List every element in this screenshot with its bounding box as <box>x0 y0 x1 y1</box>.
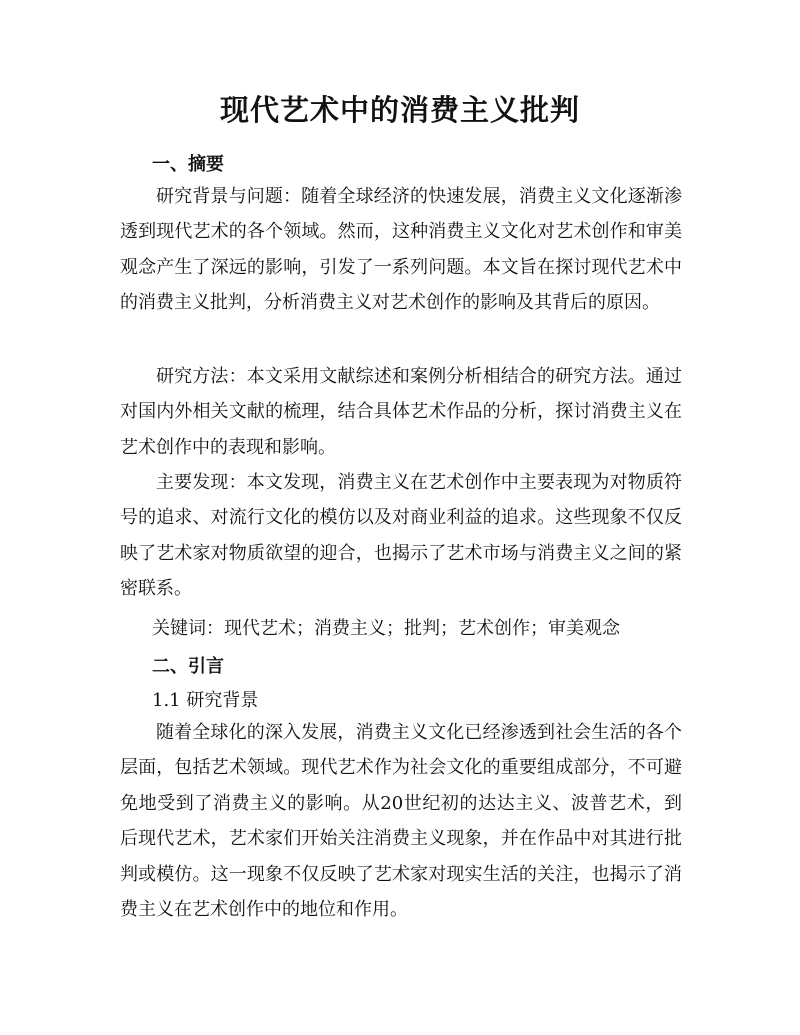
document-title: 现代艺术中的消费主义批判 <box>219 93 580 127</box>
subsection-heading-background: 1.1 研究背景 <box>152 690 259 711</box>
section-heading-introduction: 二、引言 <box>152 656 224 677</box>
paragraph-main-findings: 主要发现：本文发现，消费主义在艺术创作中主要表现为对物质符号的追求、对流行文化的模仿以及对商业利益的追求。这些现象不仅反映了艺术家对物质欲望的迎合，也揭示了艺术市场与消费主义之间的紧密联系。 <box>120 472 682 600</box>
paragraph-introduction: 随着全球化的深入发展，消费主义文化已经渗透到社会生活的各个层面，包括艺术领域。现代艺术作为社会文化的重要组成部分，不可避免地受到了消费主义的影响。从20世纪初的达达主义、波普艺术，到后现代艺术，艺术家们开始关注消费主义现象，并在作品中对其进行批判或模仿。这一现象不仅反映了艺术家对现实生活的关注，也揭示了消费主义在艺术创作中的地位和作用。 <box>120 722 682 921</box>
paragraph-research-method: 研究方法：本文采用文献综述和案例分析相结合的研究方法。通过对国内外相关文献的梳理，结合具体艺术作品的分析，探讨消费主义在艺术创作中的表现和影响。 <box>120 366 682 458</box>
keywords-line: 关键词：现代艺术；消费主义；批判；艺术创作；审美观念 <box>152 618 620 639</box>
paragraph-research-background: 研究背景与问题：随着全球经济的快速发展，消费主义文化逐渐渗透到现代艺术的各个领域。然而，这种消费主义文化对艺术创作和审美观念产生了深远的影响，引发了一系列问题。本文旨在探讨现代艺术中的消费主义批判，分析消费主义对艺术创作的影响及其背后的原因。 <box>120 186 682 314</box>
section-heading-abstract: 一、摘要 <box>152 154 224 175</box>
